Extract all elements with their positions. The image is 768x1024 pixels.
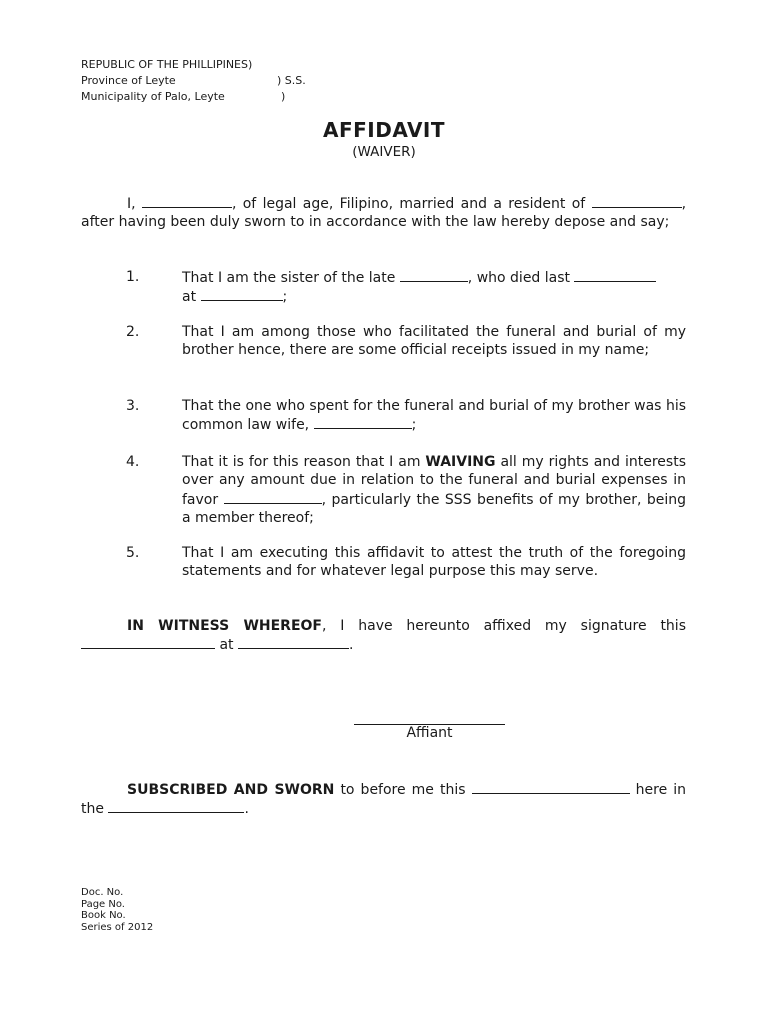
waiving-bold: WAIVING bbox=[425, 454, 496, 470]
item-1-text-a: That I am the sister of the late bbox=[182, 270, 400, 286]
item-2-text: That I am among those who facilitated the funeral and burial of my brother hence, there are some official receipts issued in my name; bbox=[182, 324, 686, 359]
item-number: 4. bbox=[126, 454, 140, 470]
list-item-4 bbox=[81, 453, 686, 528]
subscribed-text-b: here in the bbox=[81, 782, 686, 818]
item-number: 2. bbox=[126, 324, 140, 340]
intro-text-2: , of legal age, Filipino, married and a resident of bbox=[231, 196, 592, 212]
intro-paragraph bbox=[81, 194, 686, 232]
beneficiary-blank[interactable] bbox=[224, 490, 322, 504]
subscribed-text-a: to before me this bbox=[334, 782, 472, 798]
page-no: Page No. bbox=[81, 898, 125, 910]
sworn-date-blank[interactable] bbox=[472, 780, 630, 794]
series: Series of 2012 bbox=[81, 922, 154, 934]
affiant-name-blank[interactable] bbox=[142, 194, 232, 208]
venue-republic: REPUBLIC OF THE PHILLIPINES) bbox=[81, 58, 253, 71]
item-4-text-c: , particularly the SSS benefits of my brother, being a member thereof; bbox=[182, 491, 686, 527]
doc-no: Doc. No. bbox=[81, 887, 124, 898]
subscribed-paragraph bbox=[81, 780, 686, 819]
affiant-label: Affiant bbox=[406, 725, 453, 741]
item-3-text-b: ; bbox=[411, 417, 417, 434]
venue-municipality: Municipality of Palo, Leyte bbox=[81, 90, 225, 103]
residence-blank[interactable] bbox=[592, 194, 682, 208]
witness-paragraph bbox=[81, 617, 686, 655]
notarial-footer bbox=[81, 887, 153, 934]
item-number: 3. bbox=[126, 398, 140, 414]
list-item-1 bbox=[81, 268, 686, 307]
death-date-blank[interactable] bbox=[574, 268, 656, 282]
item-1-text-b: , who died last bbox=[467, 270, 575, 286]
deceased-name-blank[interactable] bbox=[400, 268, 468, 282]
item-4-text-a: That it is for this reason that I am bbox=[182, 454, 426, 470]
item-3-text-a: That the one who spent for the funeral and burial of my brother was his common law wife, bbox=[182, 398, 686, 434]
item-1-text-c: at bbox=[182, 289, 201, 306]
item-1-text-d: ; bbox=[282, 289, 288, 306]
venue-ss: ) S.S. bbox=[277, 74, 306, 87]
item-4-text-b: all my rights and interests over any amount due in relation to the funeral and burial expenses in favor bbox=[182, 454, 686, 508]
death-place-blank[interactable] bbox=[201, 287, 283, 301]
signature-date-blank[interactable] bbox=[81, 635, 215, 649]
item-number: 5. bbox=[126, 545, 140, 561]
witness-text-b: at bbox=[215, 637, 238, 654]
list-item-5 bbox=[81, 544, 686, 581]
signature-place-blank[interactable] bbox=[238, 635, 349, 649]
sworn-place-blank[interactable] bbox=[108, 799, 244, 813]
venue-paren: ) bbox=[281, 90, 286, 103]
subscribed-bold: SUBSCRIBED AND SWORN bbox=[127, 782, 335, 798]
witness-text-c: . bbox=[348, 637, 354, 654]
intro-text-3: , after having been duly sworn to in accordance with the law hereby depose and say; bbox=[81, 196, 687, 231]
document-title: AFFIDAVIT bbox=[322, 118, 446, 142]
item-5-text: That I am executing this affidavit to attest the truth of the foregoing statements and for whatever legal purpose this may serve. bbox=[182, 545, 686, 580]
venue-block bbox=[81, 57, 306, 105]
document-subtitle: (WAIVER) bbox=[352, 144, 416, 160]
common-law-wife-blank[interactable] bbox=[314, 415, 412, 429]
witness-bold: IN WITNESS WHEREOF bbox=[127, 618, 322, 634]
list-item-2 bbox=[81, 323, 686, 360]
intro-text-1: I, bbox=[127, 196, 142, 212]
venue-province: Province of Leyte bbox=[81, 74, 176, 87]
book-no: Book No. bbox=[81, 910, 126, 922]
item-number: 1. bbox=[126, 269, 140, 285]
subscribed-text-c: . bbox=[244, 801, 249, 818]
list-item-3 bbox=[81, 397, 686, 435]
witness-text-a: , I have hereunto affixed my signature this bbox=[322, 618, 686, 634]
